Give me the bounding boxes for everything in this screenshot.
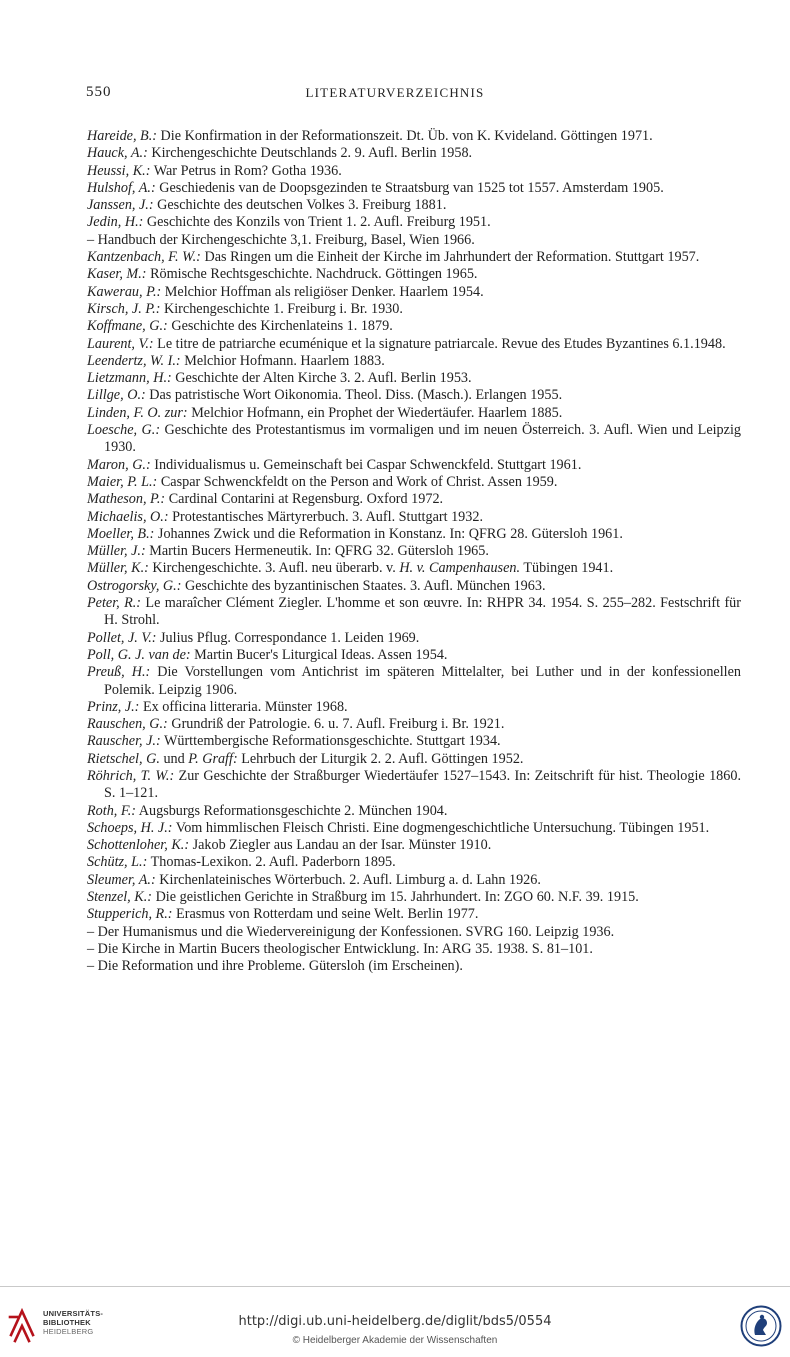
bibliography-entry — [87, 128, 741, 145]
entry-author: Preuß, H.: — [87, 664, 151, 681]
entry-text-continued: Lehrbuch der Liturgik 2. 2. Aufl. Göttingen 1952. — [237, 750, 524, 767]
entry-author-secondary: P. Graff: — [188, 750, 238, 767]
bibliography-entry — [87, 751, 741, 768]
bibliography-entry — [87, 370, 741, 387]
bibliography-entry — [87, 163, 741, 180]
bibliography-entry — [87, 387, 741, 404]
entry-author: Rauscher, J.: — [87, 733, 161, 750]
entry-text: Martin Bucers Hermeneutik. In: QFRG 32. Gütersloh 1965. — [145, 543, 489, 560]
bibliography-entry — [87, 422, 741, 457]
entry-text: Geschichte des deutschen Volkes 3. Freiburg 1881. — [153, 197, 447, 214]
viewer-footer — [0, 1286, 790, 1357]
entry-text: Le maraîcher Clément Ziegler. L'homme et son œuvre. In: RHPR 34. 1954. S. 255–282. Festschrift für H. Strohl. — [104, 595, 741, 629]
entry-text: Individualismus u. Gemeinschaft bei Caspar Schwenckfeld. Stuttgart 1961. — [150, 456, 582, 473]
bibliography-entry — [87, 318, 741, 335]
permalink-url[interactable]: http://digi.ub.uni-heidelberg.de/diglit/bds5/0554 — [238, 1314, 552, 1329]
entry-text: Geschichte des Protestantismus im vormaligen und im neuen Österreich. 3. Aufl. Wien und Leipzig 1930. — [104, 422, 741, 456]
entry-author: Koffmane, G.: — [87, 318, 168, 335]
entry-author: Stenzel, K.: — [87, 889, 153, 906]
entry-author: Schütz, L.: — [87, 854, 148, 871]
bibliography-entry — [87, 266, 741, 283]
entry-text: Geschichte des Konzils von Trient 1. 2. Aufl. Freiburg 1951. — [143, 214, 491, 231]
entry-text: Melchior Hofmann, ein Prophet der Wiedertäufer. Haarlem 1885. — [187, 404, 563, 421]
entry-text: Das patristische Wort Oikonomia. Theol. Diss. (Masch.). Erlangen 1955. — [145, 387, 563, 404]
entry-author-secondary: H. v. Campenhausen. — [399, 560, 521, 577]
entry-text: Melchior Hofmann. Haarlem 1883. — [180, 352, 385, 369]
entry-author: Jedin, H.: — [87, 214, 144, 231]
entry-author: Leendertz, W. I.: — [87, 352, 181, 369]
entry-author: Müller, J.: — [87, 543, 146, 560]
entry-author: Laurent, V.: — [87, 335, 154, 352]
entry-text: Kirchengeschichte 1. Freiburg i. Br. 1930. — [160, 300, 403, 317]
entry-text: – Der Humanismus und die Wiedervereinigung der Konfessionen. SVRG 160. Leipzig 1936. — [87, 923, 615, 940]
entry-author: Linden, F. O. zur: — [87, 404, 188, 421]
library-name-line: BIBLIOTHEK — [43, 1318, 91, 1327]
bibliography-entry — [87, 405, 741, 422]
entry-text: Jakob Ziegler aus Landau an der Isar. Münster 1910. — [189, 837, 492, 854]
entry-author: Peter, R.: — [87, 595, 142, 612]
entry-text: Johannes Zwick und die Reformation in Konstanz. In: QFRG 28. Gütersloh 1961. — [154, 525, 623, 542]
bibliography-entry — [87, 699, 741, 716]
bibliography-entry — [87, 526, 741, 543]
bibliography-entry — [87, 872, 741, 889]
bibliography-entry — [87, 543, 741, 560]
bibliography-entry — [87, 457, 741, 474]
bibliography-entry — [87, 284, 741, 301]
bibliography-entry — [87, 336, 741, 353]
entry-author: Schoeps, H. J.: — [87, 819, 173, 836]
bibliography-entry — [87, 232, 741, 249]
entry-text: Augsburgs Reformationsgeschichte 2. München 1904. — [136, 802, 448, 819]
entry-text: Geschichte des byzantinischen Staates. 3. Aufl. München 1963. — [181, 577, 546, 594]
entry-text: Geschichte des Kirchenlateins 1. 1879. — [167, 318, 393, 335]
bibliography-entry — [87, 630, 741, 647]
bibliography-entry — [87, 889, 741, 906]
entry-text: Württembergische Reformationsgeschichte. Stuttgart 1934. — [160, 733, 501, 750]
entry-author: Moeller, B.: — [87, 525, 155, 542]
bibliography-entry — [87, 733, 741, 750]
entry-text: und — [159, 750, 189, 767]
entry-text: Julius Pflug. Correspondance 1. Leiden 1969. — [156, 629, 420, 646]
entry-author: Janssen, J.: — [87, 197, 154, 214]
bibliography-entry — [87, 906, 741, 923]
bibliography-entry — [87, 491, 741, 508]
entry-author: Ostrogorsky, G.: — [87, 577, 182, 594]
entry-text: Römische Rechtsgeschichte. Nachdruck. Göttingen 1965. — [146, 266, 478, 283]
library-name-line: HEIDELBERG — [43, 1327, 94, 1336]
running-title: LITERATURVERZEICHNIS — [305, 85, 485, 100]
page-number: 550 — [86, 84, 112, 100]
bibliography-entry — [87, 854, 741, 871]
entry-author: Röhrich, T. W.: — [87, 767, 175, 784]
bibliography-entry — [87, 820, 741, 837]
entry-author: Schottenloher, K.: — [87, 837, 190, 854]
bibliography-entry — [87, 509, 741, 526]
entry-text-continued: Tübingen 1941. — [520, 560, 614, 577]
bibliography-entry — [87, 768, 741, 803]
entry-text: Das Ringen um die Einheit der Kirche im Jahrhundert der Reformation. Stuttgart 1957. — [200, 249, 700, 266]
entry-text: Cardinal Contarini at Regensburg. Oxford 1972. — [165, 491, 444, 508]
entry-text: – Die Reformation und ihre Probleme. Gütersloh (im Erscheinen). — [87, 958, 463, 975]
entry-text: Melchior Hoffman als religiöser Denker. Haarlem 1954. — [161, 283, 484, 300]
bibliography-entry — [87, 249, 741, 266]
bibliography-entry — [87, 803, 741, 820]
entry-author: Lillge, O.: — [87, 387, 146, 404]
entry-author: Hauck, A.: — [87, 145, 148, 162]
bibliography-entry — [87, 214, 741, 231]
entry-author: Poll, G. J. van de: — [87, 646, 191, 663]
entry-text: Le titre de patriarche ecuménique et la signature patriarcale. Revue des Etudes Byzantines 6.1.1948. — [153, 335, 726, 352]
bibliography-entry — [87, 664, 741, 699]
entry-author: Stupperich, R.: — [87, 906, 173, 923]
entry-author: Loesche, G.: — [87, 422, 161, 439]
entry-author: Maier, P. L.: — [87, 473, 158, 490]
entry-author: Rietschel, G. — [87, 750, 160, 767]
bibliography-entry — [87, 837, 741, 854]
entry-author: Müller, K.: — [87, 560, 149, 577]
entry-text: Kirchengeschichte. 3. Aufl. neu überarb. v. — [148, 560, 400, 577]
bibliography-entry — [87, 958, 741, 975]
entry-text: – Die Kirche in Martin Bucers theologischer Entwicklung. In: ARG 35. 1938. S. 81–101. — [87, 940, 593, 957]
entry-author: Hulshof, A.: — [87, 179, 156, 196]
copyright-notice: © Heidelberger Akademie der Wissenschaften — [292, 1335, 498, 1346]
bibliography-entry — [87, 353, 741, 370]
entry-author: Rauschen, G.: — [87, 716, 168, 733]
entry-author: Sleumer, A.: — [87, 871, 156, 888]
entry-text: Die Vorstellungen vom Antichrist im späteren Mittelalter, bei Luther und in der konfessionellen Polemik. Leipzig 1906. — [104, 664, 741, 698]
entry-author: Kawerau, P.: — [87, 283, 162, 300]
bibliography-entry — [87, 924, 741, 941]
bibliography-entry — [87, 474, 741, 491]
bibliography-entry — [87, 595, 741, 630]
entry-author: Kirsch, J. P.: — [87, 300, 161, 317]
entry-text: War Petrus in Rom? Gotha 1936. — [150, 162, 342, 179]
entry-text: Zur Geschichte der Straßburger Wiedertäufer 1527–1543. In: Zeitschrift für hist. Theologie 1860. S. 1–121. — [104, 767, 741, 802]
page-header — [0, 84, 790, 106]
entry-author: Heussi, K.: — [87, 162, 151, 179]
entry-text: Die geistlichen Gerichte in Straßburg im 15. Jahrhundert. In: ZGO 60. N.F. 39. 1915. — [152, 889, 639, 906]
entry-author: Roth, F.: — [87, 802, 136, 819]
bibliography-entry — [87, 941, 741, 958]
bibliography-entry — [87, 180, 741, 197]
library-name-line: UNIVERSITÄTS- — [43, 1309, 104, 1318]
bibliography-entry — [87, 647, 741, 664]
entry-text: Caspar Schwenckfeldt on the Person and Work of Christ. Assen 1959. — [157, 473, 558, 490]
entry-author: Pollet, J. V.: — [87, 629, 157, 646]
entry-author: Kaser, M.: — [87, 266, 147, 283]
entry-author: Michaelis, O.: — [87, 508, 169, 525]
entry-text: Ex officina litteraria. Münster 1968. — [139, 698, 348, 715]
entry-text: – Handbuch der Kirchengeschichte 3,1. Freiburg, Basel, Wien 1966. — [87, 231, 475, 248]
academy-seal-icon[interactable] — [740, 1305, 782, 1347]
entry-text: Protestantisches Märtyrerbuch. 3. Aufl. Stuttgart 1932. — [168, 508, 484, 525]
bibliography-entry — [87, 716, 741, 733]
entry-author: Maron, G.: — [87, 456, 151, 473]
entry-text: Grundriß der Patrologie. 6. u. 7. Aufl. Freiburg i. Br. 1921. — [167, 716, 505, 733]
entry-text: Thomas-Lexikon. 2. Aufl. Paderborn 1895. — [147, 854, 396, 871]
bibliography-entry — [87, 145, 741, 162]
entry-author: Kantzenbach, F. W.: — [87, 249, 201, 266]
bibliography-list — [87, 128, 741, 976]
bibliography-entry — [87, 560, 741, 577]
entry-author: Hareide, B.: — [87, 128, 157, 144]
entry-text: Erasmus von Rotterdam und seine Welt. Berlin 1977. — [172, 906, 479, 923]
entry-text: Die Konfirmation in der Reformationszeit. Dt. Üb. von K. Kvideland. Göttingen 1971. — [157, 128, 653, 144]
entry-text: Kirchengeschichte Deutschlands 2. 9. Aufl. Berlin 1958. — [147, 145, 473, 162]
entry-author: Prinz, J.: — [87, 698, 140, 715]
bibliography-entry — [87, 578, 741, 595]
entry-text: Vom himmlischen Fleisch Christi. Eine dogmengeschichtliche Untersuchung. Tübingen 1951. — [172, 819, 710, 836]
entry-author: Lietzmann, H.: — [87, 370, 172, 387]
entry-text: Martin Bucer's Liturgical Ideas. Assen 1954. — [190, 646, 448, 663]
bibliography-entry — [87, 197, 741, 214]
bibliography-entry — [87, 301, 741, 318]
entry-text: Geschiedenis van de Doopsgezinden te Straatsburg van 1525 tot 1557. Amsterdam 1905. — [155, 179, 664, 196]
entry-text: Kirchenlateinisches Wörterbuch. 2. Aufl. Limburg a. d. Lahn 1926. — [155, 871, 541, 888]
entry-text: Geschichte der Alten Kirche 3. 2. Aufl. Berlin 1953. — [171, 370, 472, 387]
entry-author: Matheson, P.: — [87, 491, 166, 508]
